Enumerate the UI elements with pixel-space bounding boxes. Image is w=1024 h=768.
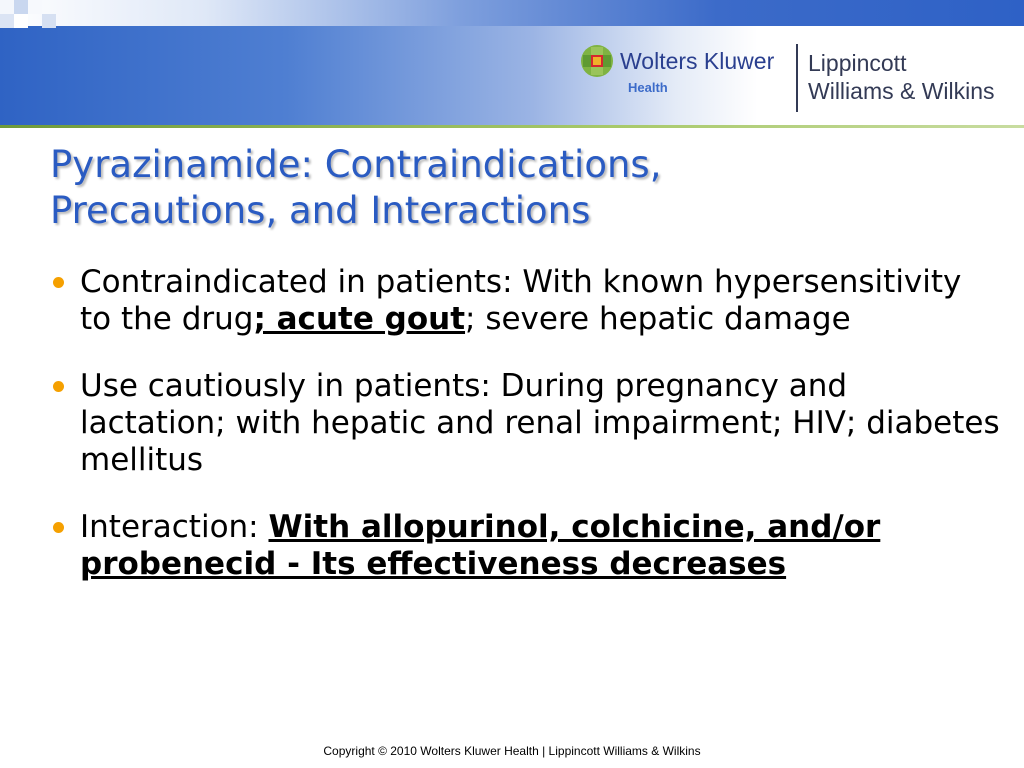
brand-primary: Wolters Kluwer [620, 48, 775, 74]
brand-secondary-line1: Lippincott [808, 50, 907, 76]
footer-copyright: Copyright © 2010 Wolters Kluwer Health | Lippincott Williams & Wilkins [323, 744, 701, 758]
publisher-logo [578, 40, 1024, 114]
bullet-emphasis: With allopurinol, colchicine, and/or probenecid - Its effectiveness decreases [80, 509, 881, 582]
bullet-precautions [50, 368, 1000, 479]
logo-divider [796, 44, 798, 112]
bullet-text: ; severe hepatic damage [465, 301, 851, 337]
bullet-contraindications [50, 264, 1000, 338]
slide-title [50, 142, 970, 234]
bullet-emphasis: ; acute gout [253, 301, 466, 337]
bullet-dot-icon [53, 277, 64, 288]
header-top-strip [0, 0, 1024, 26]
bullet-dot-icon [53, 381, 64, 392]
header-banner [0, 0, 1024, 126]
bullet-text: Interaction: [80, 509, 269, 545]
title-line1: Pyrazinamide: Contraindications, [50, 143, 662, 186]
bullet-dot-icon [53, 522, 64, 533]
bullet-list [50, 264, 1000, 613]
bullet-text: Use cautiously in patients: During pregnancy and lactation; with hepatic and renal impairment; HIV; diabetes mellitus [80, 368, 1000, 478]
title-line2: Precautions, and Interactions [50, 189, 591, 232]
bullet-interactions [50, 509, 1000, 583]
brand-secondary-line2: Williams & Wilkins [808, 78, 995, 104]
bullet-text: Contraindicated in patients: With known hypersensitivity to the drug [80, 264, 962, 337]
header-rule [0, 125, 1024, 128]
brand-sub: Health [628, 80, 668, 95]
globe-logo-icon [580, 44, 614, 78]
